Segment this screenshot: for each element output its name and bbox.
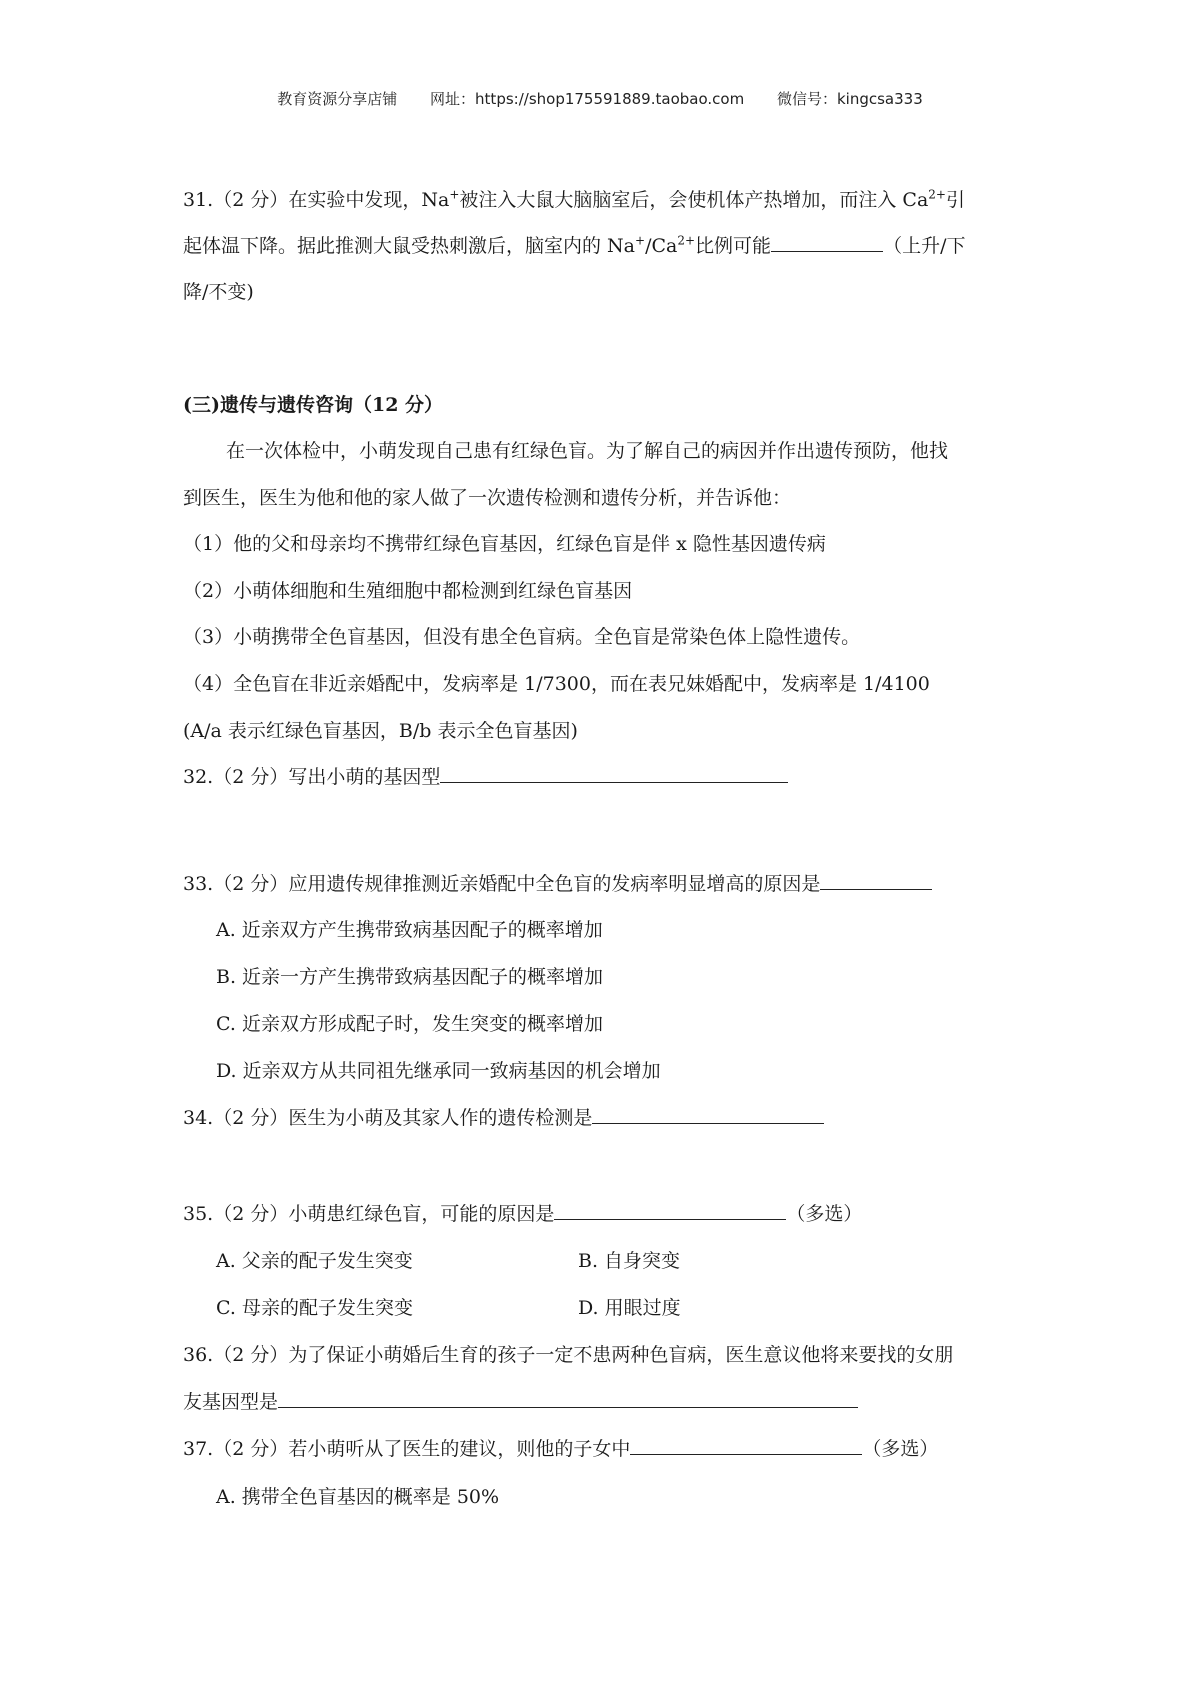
fact-item-1: （1）他的父和母亲均不携带红绿色盲基因，红绿色盲是伴 x 隐性基因遗传病 [183, 533, 826, 555]
q34 [183, 1105, 824, 1131]
section-title: (三)遗传与遗传咨询（12 分） [183, 394, 444, 416]
q32-text: 32.（2 分）写出小萌的基因型 [183, 766, 441, 788]
q31-text: 被注入大鼠大脑脑室后，会使机体产热增加，而注入 Ca [459, 189, 929, 211]
q37-text: 37.（2 分）若小萌听从了医生的建议，则他的子女中 [183, 1438, 631, 1460]
site-url[interactable]: https://shop175591889.taobao.com [475, 90, 745, 108]
q31-line2 [183, 233, 965, 259]
fact-item-4: （4）全色盲在非近亲婚配中，发病率是 1/7300，而在表兄妹婚配中，发病率是 1/4100 [183, 673, 930, 695]
wechat-id: 微信号：kingcsa333 [776, 90, 923, 108]
q35-text: 35.（2 分）小萌患红绿色盲，可能的原因是 [183, 1203, 555, 1225]
answer-blank[interactable] [278, 1389, 858, 1408]
fact-item-2: （2）小萌体细胞和生殖细胞中都检测到红绿色盲基因 [183, 580, 633, 602]
answer-blank[interactable] [771, 233, 883, 252]
superscript: + [449, 187, 460, 202]
q35-option-d: D. 用眼过度 [578, 1297, 681, 1319]
answer-blank[interactable] [554, 1201, 786, 1220]
q35 [183, 1201, 862, 1227]
q36-text: 友基因型是 [183, 1391, 279, 1413]
q31-text: /Ca [645, 235, 678, 257]
q33-option-b: B. 近亲一方产生携带致病基因配子的概率增加 [216, 966, 604, 988]
q33-option-a: A. 近亲双方产生携带致病基因配子的概率增加 [216, 919, 603, 941]
q35-suffix: （多选） [786, 1203, 863, 1225]
q34-text: 34.（2 分）医生为小萌及其家人作的遗传检测是 [183, 1107, 593, 1129]
q33-option-c: C. 近亲双方形成配子时，发生突变的概率增加 [216, 1013, 603, 1035]
q31-text: 起体温下降。据此推测大鼠受热刺激后，脑室内的 Na [183, 235, 635, 257]
q31-text: （上升/下 [883, 235, 966, 257]
superscript: 2+ [928, 187, 946, 202]
q36-line2 [183, 1389, 858, 1415]
q31-line1 [183, 187, 965, 213]
q33-option-d: D. 近亲双方从共同祖先继承同一致病基因的机会增加 [216, 1060, 661, 1082]
fact-item-3: （3）小萌携带全色盲基因，但没有患全色盲病。全色盲是常染色体上隐性遗传。 [183, 626, 861, 648]
symbol-note: (A/a 表示红绿色盲基因，B/b 表示全色盲基因) [183, 720, 578, 742]
q35-option-b: B. 自身突变 [578, 1250, 681, 1272]
site-label: 网址： [430, 90, 476, 108]
answer-blank[interactable] [630, 1436, 862, 1455]
q31-text: 引 [945, 189, 965, 211]
q37-suffix: （多选） [862, 1438, 939, 1460]
q33-text: 33.（2 分）应用遗传规律推测近亲婚配中全色盲的发病率明显增高的原因是 [183, 873, 821, 895]
q37 [183, 1436, 938, 1462]
superscript: + [635, 233, 646, 248]
q35-option-c: C. 母亲的配子发生突变 [216, 1297, 413, 1319]
q31-text: 31.（2 分）在实验中发现，Na [183, 189, 450, 211]
answer-blank[interactable] [592, 1105, 824, 1124]
q32 [183, 764, 788, 790]
answer-blank[interactable] [440, 764, 788, 783]
section-paragraph: 到医生，医生为他和他的家人做了一次遗传检测和遗传分析，并告诉他： [183, 487, 792, 509]
superscript: 2+ [677, 233, 696, 248]
q35-option-a: A. 父亲的配子发生突变 [216, 1250, 413, 1272]
answer-blank[interactable] [820, 871, 932, 890]
q31-line3: 降/不变) [183, 281, 254, 303]
q37-option-a: A. 携带全色盲基因的概率是 50% [216, 1486, 500, 1508]
section-paragraph: 在一次体检中，小萌发现自己患有红绿色盲。为了解自己的病因并作出遗传预防，他找 [226, 440, 949, 462]
q36-line1: 36.（2 分）为了保证小萌婚后生育的孩子一定不患两种色盲病，医生意议他将来要找的女朋 [183, 1344, 954, 1366]
q33 [183, 871, 932, 897]
shop-name: 教育资源分享店铺 [277, 90, 398, 108]
q31-text: 比例可能 [695, 235, 772, 257]
